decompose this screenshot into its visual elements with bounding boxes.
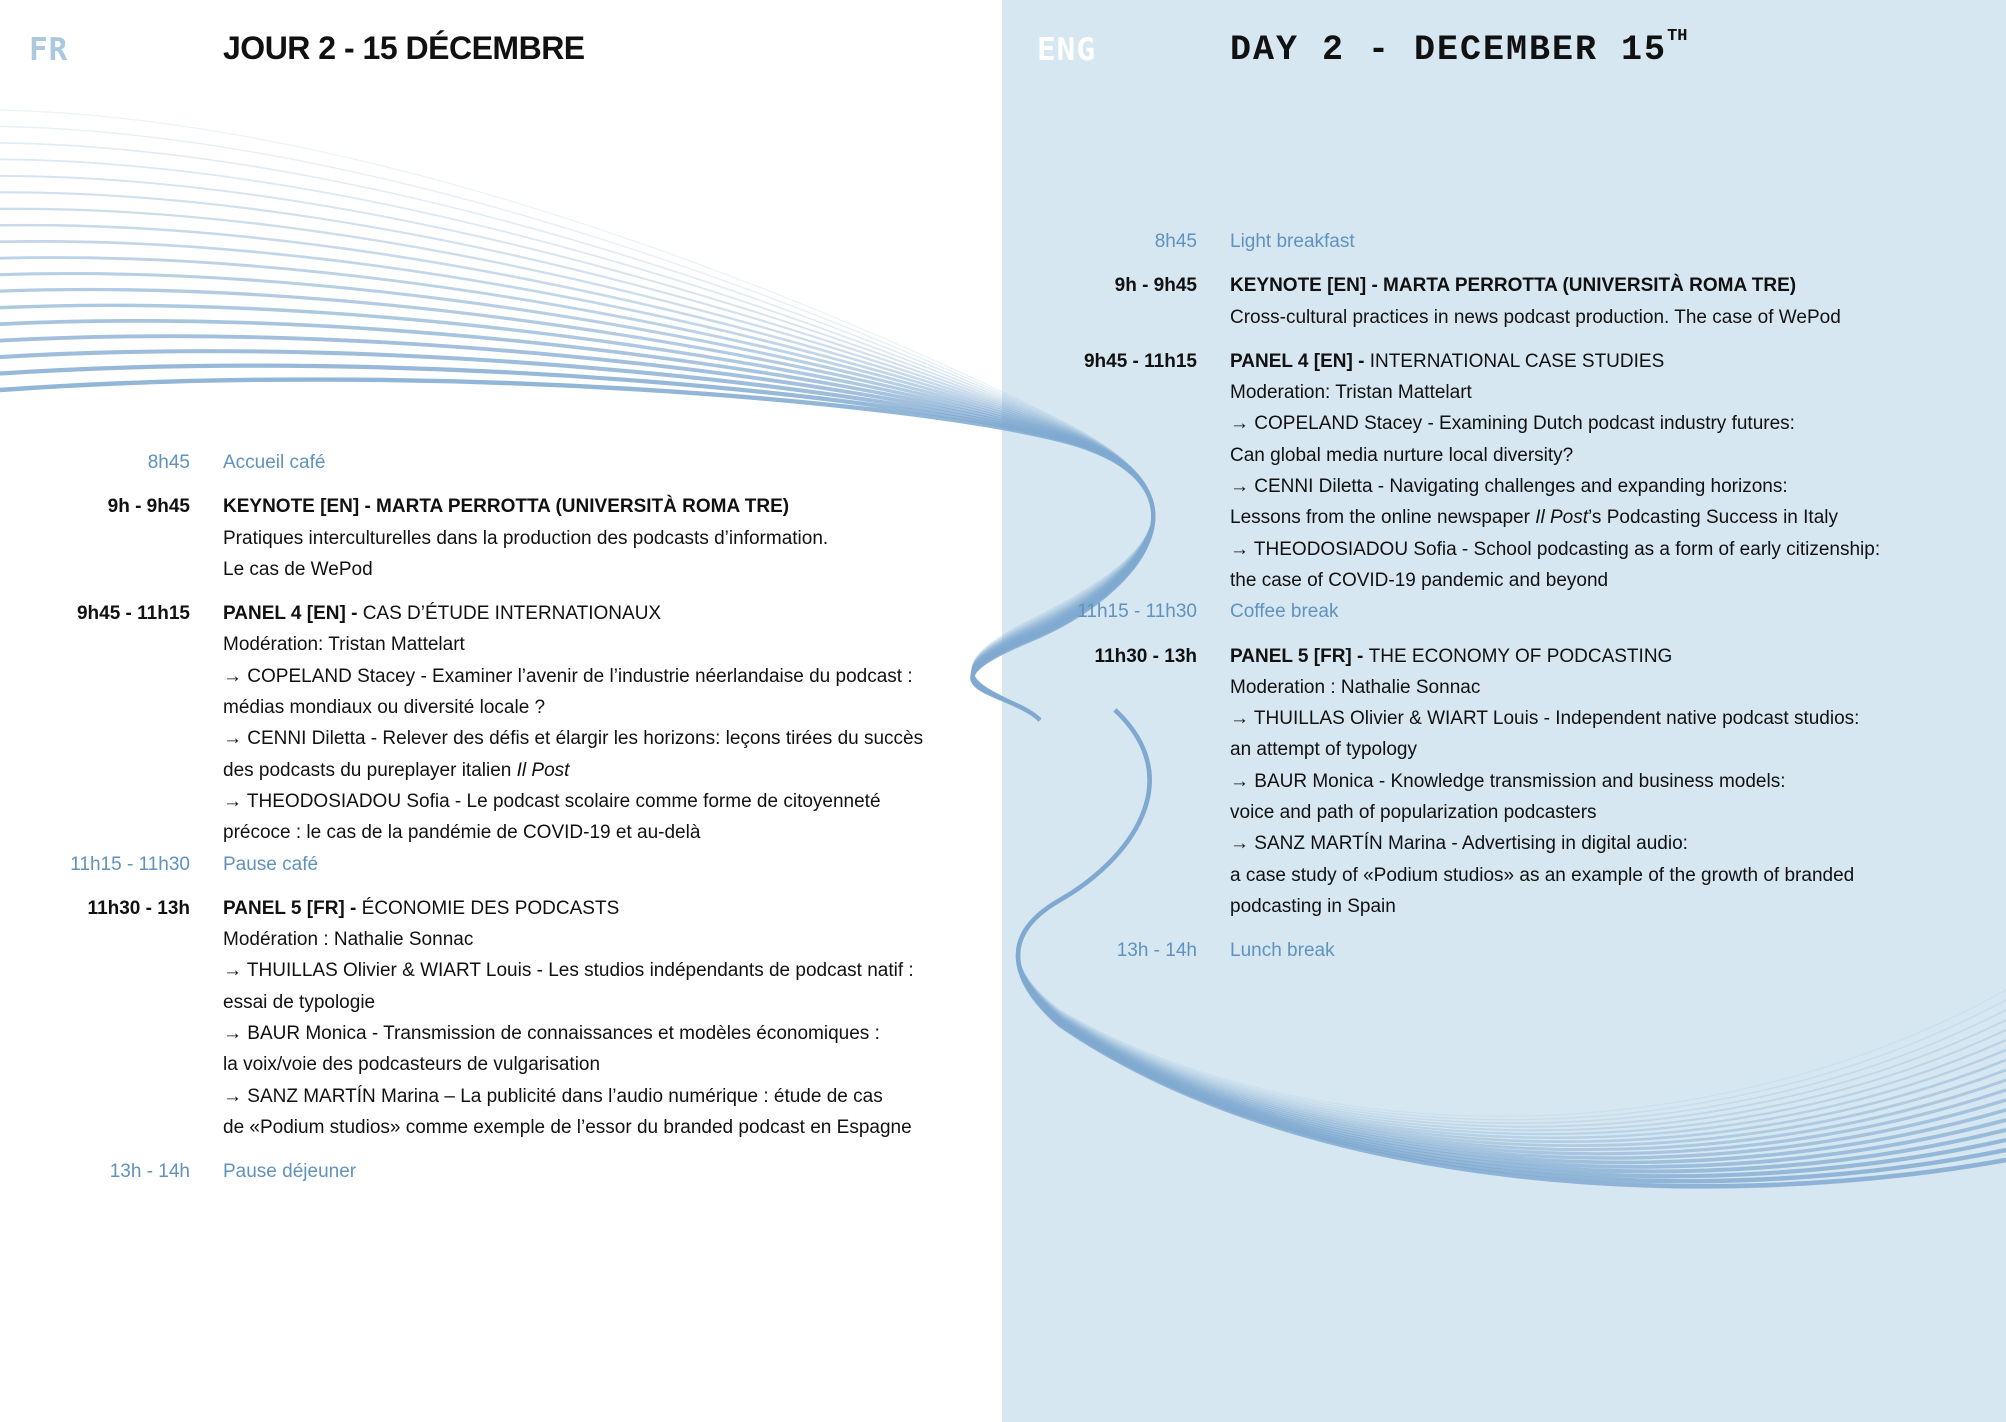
panel-title	[1230, 641, 2006, 672]
schedule-item-en-panel5	[1002, 641, 2006, 923]
panel-title-rest: THE ECONOMY OF PODCASTING	[1368, 645, 1673, 667]
talk-line: → CENNI Diletta - Relever des défis et élargir les horizons: leçons tirées du succès	[223, 728, 924, 750]
talk-line: the case of COVID-19 pandemic and beyond	[1230, 569, 1609, 591]
talk-line-italic-text: Il Post	[1535, 507, 1589, 529]
schedule-item-en-lunch	[1002, 935, 2006, 966]
schedule-fr	[0, 447, 1000, 1201]
talk-line: voice and path of popularization podcasters	[1230, 802, 1597, 824]
talk-line: → THEODOSIADOU Sofia - School podcasting as a form of early citizenship:	[1230, 538, 1881, 560]
item-title: Lunch break	[1230, 940, 1335, 962]
talk-line: → THEODOSIADOU Sofia - Le podcast scolaire comme forme de citoyenneté	[223, 790, 881, 812]
schedule-item-fr-keynote	[0, 491, 1000, 585]
time-label: 13h - 14h	[109, 1161, 190, 1183]
talk-line: an attempt of typology	[1230, 739, 1417, 761]
talk-line: → CENNI Diletta - Navigating challenges and expanding horizons:	[1230, 476, 1788, 498]
moderation-line: Modération : Nathalie Sonnac	[223, 929, 474, 951]
panel-title-rest: INTERNATIONAL CASE STUDIES	[1369, 350, 1665, 372]
talk-line-italic	[223, 755, 1000, 786]
panel-title-strong: PANEL 5 [FR] -	[223, 897, 362, 919]
day-title-en-text: DAY 2 - DECEMBER 15	[1230, 30, 1668, 70]
item-line: Pratiques interculturelles dans la production des podcasts d’information.	[223, 527, 829, 549]
talk-line: a case study of «Podium studios» as an example of the growth of branded	[1230, 864, 1855, 886]
panel-title	[223, 598, 1000, 629]
item-line: Le cas de WePod	[223, 558, 373, 580]
keynote-title: KEYNOTE [EN] - MARTA PERROTTA (UNIVERSITÀ ROMA TRE)	[1230, 275, 1797, 297]
schedule-item-en-panel4	[1002, 346, 2006, 596]
talk-line: → COPELAND Stacey - Examiner l’avenir de l’industrie néerlandaise du podcast :	[223, 665, 913, 687]
talk-line: → THUILLAS Olivier & WIART Louis - Les studios indépendants de podcast natif :	[223, 960, 914, 982]
time-label: 9h - 9h45	[1114, 275, 1197, 297]
day-title-en-suffix: TH	[1667, 27, 1688, 46]
time-label: 11h15 - 11h30	[70, 853, 190, 875]
moderation-line: Moderation : Nathalie Sonnac	[1230, 676, 1481, 698]
talk-line: de «Podium studios» comme exemple de l’essor du branded podcast en Espagne	[223, 1116, 912, 1138]
item-title: Pause café	[223, 853, 319, 875]
panel-title	[1230, 346, 2006, 377]
panel-title-strong: PANEL 5 [FR] -	[1230, 645, 1369, 667]
moderation-line: Moderation: Tristan Mattelart	[1230, 382, 1472, 404]
time-label: 8h45	[1154, 231, 1197, 252]
talk-line: essai de typologie	[223, 991, 376, 1013]
schedule-item-en-0845	[1002, 226, 2006, 257]
item-title: Accueil café	[223, 452, 326, 473]
keynote-title: KEYNOTE [EN] - MARTA PERROTTA (UNIVERSITÀ ROMA TRE)	[223, 496, 790, 518]
schedule-en	[1002, 226, 2006, 980]
item-title: Coffee break	[1230, 601, 1339, 623]
time-label: 11h15 - 11h30	[1077, 601, 1197, 623]
schedule-item-en-coffee	[1002, 596, 2006, 627]
day-title-fr: JOUR 2 - 15 DÉCEMBRE	[223, 30, 585, 66]
panel-title	[223, 893, 1000, 924]
talk-line-italic	[1230, 502, 2006, 533]
time-label: 11h30 - 13h	[87, 897, 190, 919]
panel-title-strong: PANEL 4 [EN] -	[223, 603, 363, 625]
time-label: 9h45 - 11h15	[76, 603, 190, 625]
schedule-item-fr-panel4	[0, 598, 1000, 848]
talk-line-text: des podcasts du pureplayer italien	[223, 759, 517, 781]
talk-line: → BAUR Monica - Knowledge transmission and business models:	[1230, 770, 1786, 792]
panel-title-strong: PANEL 4 [EN] -	[1230, 350, 1370, 372]
item-title: Light breakfast	[1230, 231, 1355, 252]
time-label: 13h - 14h	[1116, 940, 1197, 962]
talk-line-italic-text: Il Post	[516, 759, 570, 781]
day-title-en	[1230, 27, 1688, 70]
time-label: 8h45	[147, 452, 190, 473]
talk-line: → SANZ MARTÍN Marina - Advertising in digital audio:	[1230, 833, 1688, 855]
talk-line: → BAUR Monica - Transmission de connaissances et modèles économiques :	[223, 1023, 880, 1045]
lang-tag-fr: FR	[29, 32, 69, 68]
item-title: Pause déjeuner	[223, 1161, 357, 1183]
time-label: 9h45 - 11h15	[1083, 350, 1197, 372]
talk-line: → SANZ MARTÍN Marina – La publicité dans l’audio numérique : étude de cas	[223, 1085, 883, 1107]
panel-title-rest: CAS D’ÉTUDE INTERNATIONAUX	[362, 603, 662, 625]
talk-line-text: Lessons from the online newspaper	[1230, 507, 1536, 529]
talk-line: → THUILLAS Olivier & WIART Louis - Independent native podcast studios:	[1230, 708, 1860, 730]
talk-line: podcasting in Spain	[1230, 895, 1396, 917]
talk-line-text-after: ’s Podcasting Success in Italy	[1588, 507, 1838, 529]
item-line: Cross-cultural practices in news podcast production. The case of WePod	[1230, 306, 1841, 328]
talk-line: → COPELAND Stacey - Examining Dutch podcast industry futures:	[1230, 413, 1795, 435]
schedule-item-fr-pause	[0, 849, 1000, 880]
schedule-item-fr-panel5	[0, 893, 1000, 1143]
talk-line: médias mondiaux ou diversité locale ?	[223, 697, 546, 719]
talk-line: précoce : le cas de la pandémie de COVID-19 et au-delà	[223, 822, 701, 844]
lang-tag-en: ENG	[1037, 32, 1096, 68]
schedule-item-fr-0845	[0, 447, 1000, 478]
time-label: 9h - 9h45	[107, 496, 190, 518]
talk-line: Can global media nurture local diversity?	[1230, 444, 1574, 466]
schedule-item-fr-lunch	[0, 1156, 1000, 1187]
time-label: 11h30 - 13h	[1094, 645, 1197, 667]
moderation-line: Modération: Tristan Mattelart	[223, 634, 465, 656]
schedule-item-en-keynote	[1002, 270, 2006, 333]
talk-line: la voix/voie des podcasteurs de vulgarisation	[223, 1054, 601, 1076]
panel-title-rest: ÉCONOMIE DES PODCASTS	[361, 897, 620, 919]
